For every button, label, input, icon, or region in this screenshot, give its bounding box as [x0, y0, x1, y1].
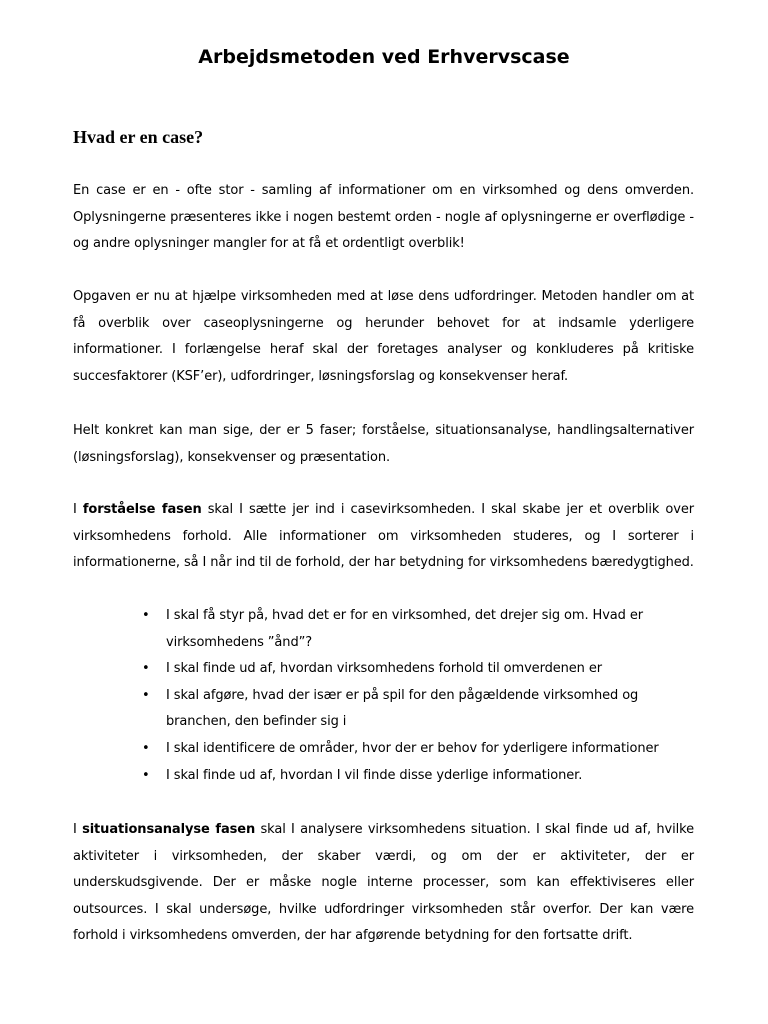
list-item — [140, 736, 700, 763]
paragraph-phases: Helt konkret kan man sige, der er 5 faser; forståelse, situationsanalyse, handlingsalternativer (løsningsforslag), konsekvenser og præsentation. — [73, 423, 694, 465]
list-item-text: I skal afgøre, hvad der især er på spil for den pågældende virksomhed og branchen, den befinder sig i — [166, 687, 639, 730]
list-item — [140, 656, 700, 683]
bullet-icon: • — [142, 608, 150, 623]
list-item — [140, 603, 700, 656]
list-item-text: I skal finde ud af, hvordan virksomhedens forhold til omverdenen er — [166, 661, 602, 677]
bullet-list — [140, 603, 700, 789]
paragraph-task: Opgaven er nu at hjælpe virksomheden med at løse dens udfordringer. Metoden handler om at få overblik over caseoplysningerne og herunder behovet for at indsamle yderligere informationer. I forlængelse heraf skal der foretages analyser og konkluderes på kritiske succesfaktorer (KSF’er), udfordringer, løsningsforslag og konsekvenser heraf. — [73, 289, 694, 384]
list-item — [140, 763, 700, 790]
list-item-text: I skal få styr på, hvad det er for en virksomhed, det drejer sig om. Hvad er virksomhedens ”ånd”? — [166, 608, 643, 650]
paragraph-prefix: I — [73, 822, 77, 837]
bullet-icon: • — [142, 740, 150, 756]
paragraph-body: skal I analysere virksomhedens situation. I skal finde ud af, hvilke aktiviteter i virksomheden, der skaber værdi, og om der er aktiviteter, der er underskudsgivende. Der er måske nogle interne processer, som kan effektiviseres eller outsources. I skal undersøge, hvilke udfordringer virksomheden står overfor. Der kan være forhold i virksomhedens omverden, der har afgørende betydning for den fortsatte drift. — [73, 822, 694, 944]
bullet-icon: • — [142, 767, 150, 783]
phase-name-understanding: forståelse fasen — [82, 502, 202, 517]
paragraph-body: skal I sætte jer ind i casevirksomheden. I skal skabe jer et overblik over virksomhedens forhold. Alle informationer om virksomheden studeres, og I sorterer i informationerne, så I når ind til de forhold, der har betydning for virksomhedens bæredygtighed. — [73, 502, 694, 571]
list-item-text: I skal finde ud af, hvordan I vil finde disse yderlige informationer. — [166, 767, 583, 783]
paragraph-understanding-phase — [73, 497, 694, 577]
paragraph-prefix: I — [73, 502, 77, 517]
list-item-text: I skal identificere de områder, hvor der er behov for yderligere informationer — [166, 740, 659, 756]
document-title: Arbejdsmetoden ved Erhvervscase — [198, 46, 570, 68]
paragraph-situation-analysis-phase — [73, 817, 694, 950]
list-item — [140, 683, 700, 736]
paragraph-intro: En case er en - ofte stor - samling af informationer om en virksomhed og dens omverden. Oplysningerne præsenteres ikke i nogen bestemt orden - nogle af oplysningerne er overflødige - og andre oplysninger mangler for at få et ordentligt overblik! — [73, 183, 694, 252]
section-heading: Hvad er en case? — [73, 127, 204, 147]
bullet-icon: • — [142, 661, 150, 677]
bullet-icon: • — [142, 687, 150, 703]
phase-name-situation-analysis: situationsanalyse fasen — [82, 822, 256, 837]
